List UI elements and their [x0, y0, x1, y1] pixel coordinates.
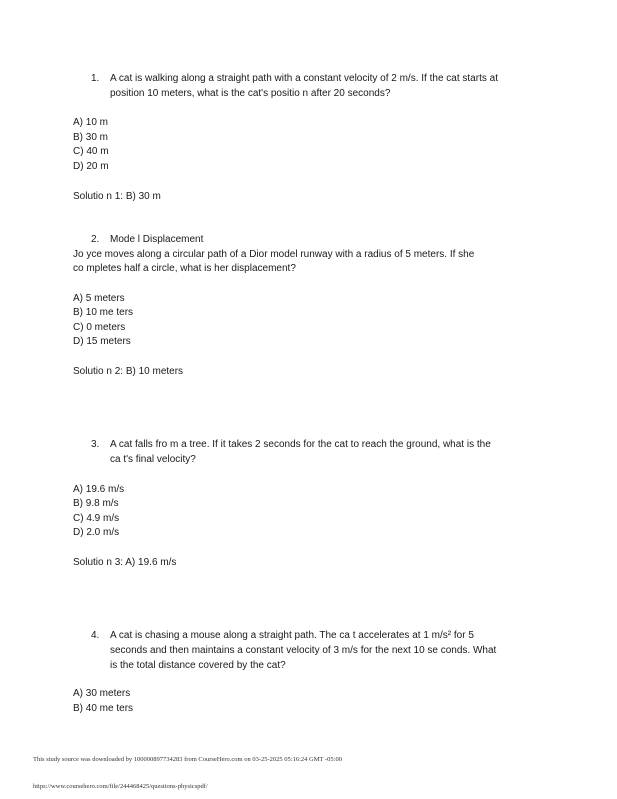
solution: Solutio n 3: A) 19.6 m/s — [73, 557, 177, 568]
option-a: A) 10 m — [73, 117, 109, 128]
question-title: Mode l Displacement — [110, 234, 204, 245]
solution: Solutio n 1: B) 30 m — [73, 191, 161, 202]
question-text-line: ca t's final velocity? — [110, 454, 196, 465]
question-text-line: seconds and then maintains a constant velocity of 3 m/s for the next 10 se conds. What — [110, 645, 497, 656]
question-text-line: Jo yce moves along a circular path of a Dior model runway with a radius of 5 meters. If she — [73, 249, 475, 260]
question-number: 3. — [91, 439, 100, 450]
question-text-line: co mpletes half a circle, what is her displacement? — [73, 263, 296, 274]
option-c: C) 4.9 m/s — [73, 513, 120, 524]
download-source-note: This study source was downloaded by 100000897734283 from CourseHero.com on 03-25-2025 05:16:24 GMT -05:00 — [33, 756, 342, 763]
question-text-line: position 10 meters, what is the cat's positio n after 20 seconds? — [110, 88, 391, 99]
option-b: B) 30 m — [73, 132, 109, 143]
option-c: C) 40 m — [73, 146, 109, 157]
solution: Solutio n 2: B) 10 meters — [73, 366, 184, 377]
question-number: 2. — [91, 234, 100, 245]
option-b: B) 10 me ters — [73, 307, 134, 318]
question-text-line: is the total distance covered by the cat? — [110, 660, 286, 671]
option-d: D) 15 meters — [73, 336, 131, 347]
question-text-line: A cat is chasing a mouse along a straight path. The ca t accelerates at 1 m/s² for 5 — [110, 630, 474, 641]
option-c: C) 0 meters — [73, 322, 126, 333]
question-text-line: A cat is walking along a straight path with a constant velocity of 2 m/s. If the cat starts at — [110, 73, 498, 84]
option-d: D) 20 m — [73, 161, 109, 172]
question-number: 1. — [91, 73, 100, 84]
option-a: A) 19.6 m/s — [73, 484, 125, 495]
question-number: 4. — [91, 630, 100, 641]
option-d: D) 2.0 m/s — [73, 527, 120, 538]
option-a: A) 5 meters — [73, 293, 125, 304]
option-a: A) 30 meters — [73, 688, 131, 699]
option-b: B) 9.8 m/s — [73, 498, 119, 509]
option-b: B) 40 me ters — [73, 703, 134, 714]
source-url-link[interactable]: https://www.coursehero.com/file/244468425/questions-physicspdf/ — [33, 783, 208, 790]
question-text-line: A cat falls fro m a tree. If it takes 2 seconds for the cat to reach the ground, what is the — [110, 439, 491, 450]
